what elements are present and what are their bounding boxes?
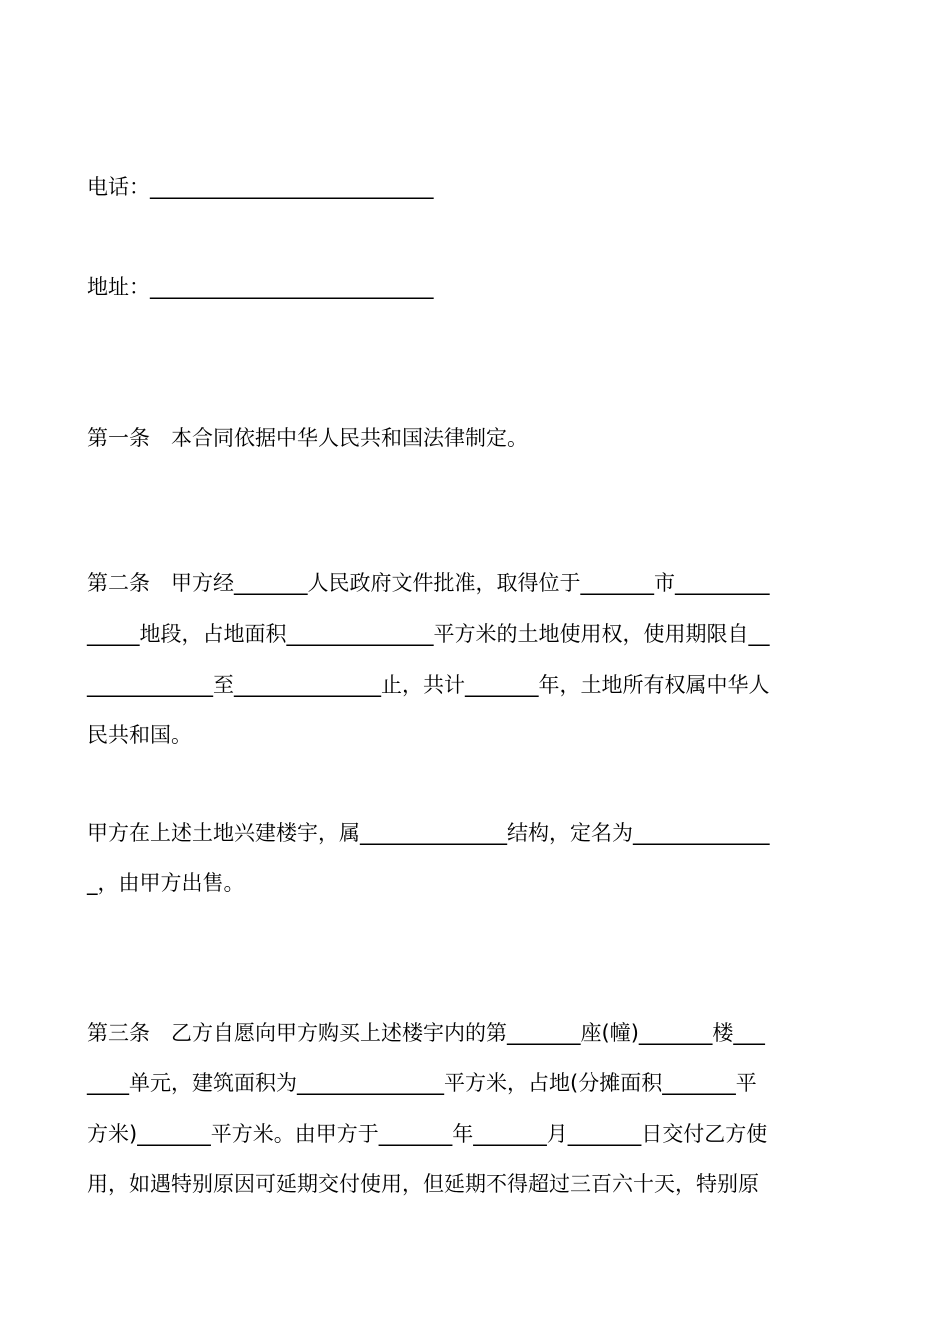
article-2-line-4: 民共和国。 bbox=[87, 723, 192, 747]
article-1-text: 第一条 本合同依据中华人民共和国法律制定。 bbox=[87, 426, 528, 450]
article-2-line-1: 第二条 甲方经_______人民政府文件批准，取得位于_______市_________ bbox=[87, 571, 770, 595]
building-paragraph-line-2: _，由甲方出售。 bbox=[87, 871, 245, 895]
article-3-line-4: 用，如遇特别原因可延期交付使用，但延期不得超过三百六十天，特别原 bbox=[87, 1172, 759, 1196]
article-2-line-2: _____地段，占地面积______________平方米的土地使用权，使用期限自__ bbox=[87, 622, 770, 646]
article-2-line-3: ____________至______________止，共计_______年，土地所有权属中华人 bbox=[87, 673, 770, 697]
phone-field-line: 电话：___________________________ bbox=[87, 175, 434, 199]
article-3-line-3: 方米)_______平方米。由甲方于_______年_______月_______日交付乙方使 bbox=[87, 1122, 768, 1146]
article-3-line-1: 第三条 乙方自愿向甲方购买上述楼宇内的第_______座(幢)_______楼___ bbox=[87, 1021, 765, 1045]
address-field-line: 地址：___________________________ bbox=[87, 275, 434, 299]
article-3-line-2: ____单元，建筑面积为______________平方米，占地(分摊面积_______平 bbox=[87, 1071, 757, 1095]
building-paragraph-line-1: 甲方在上述土地兴建楼宇，属______________结构，定名为_____________ bbox=[87, 821, 770, 845]
